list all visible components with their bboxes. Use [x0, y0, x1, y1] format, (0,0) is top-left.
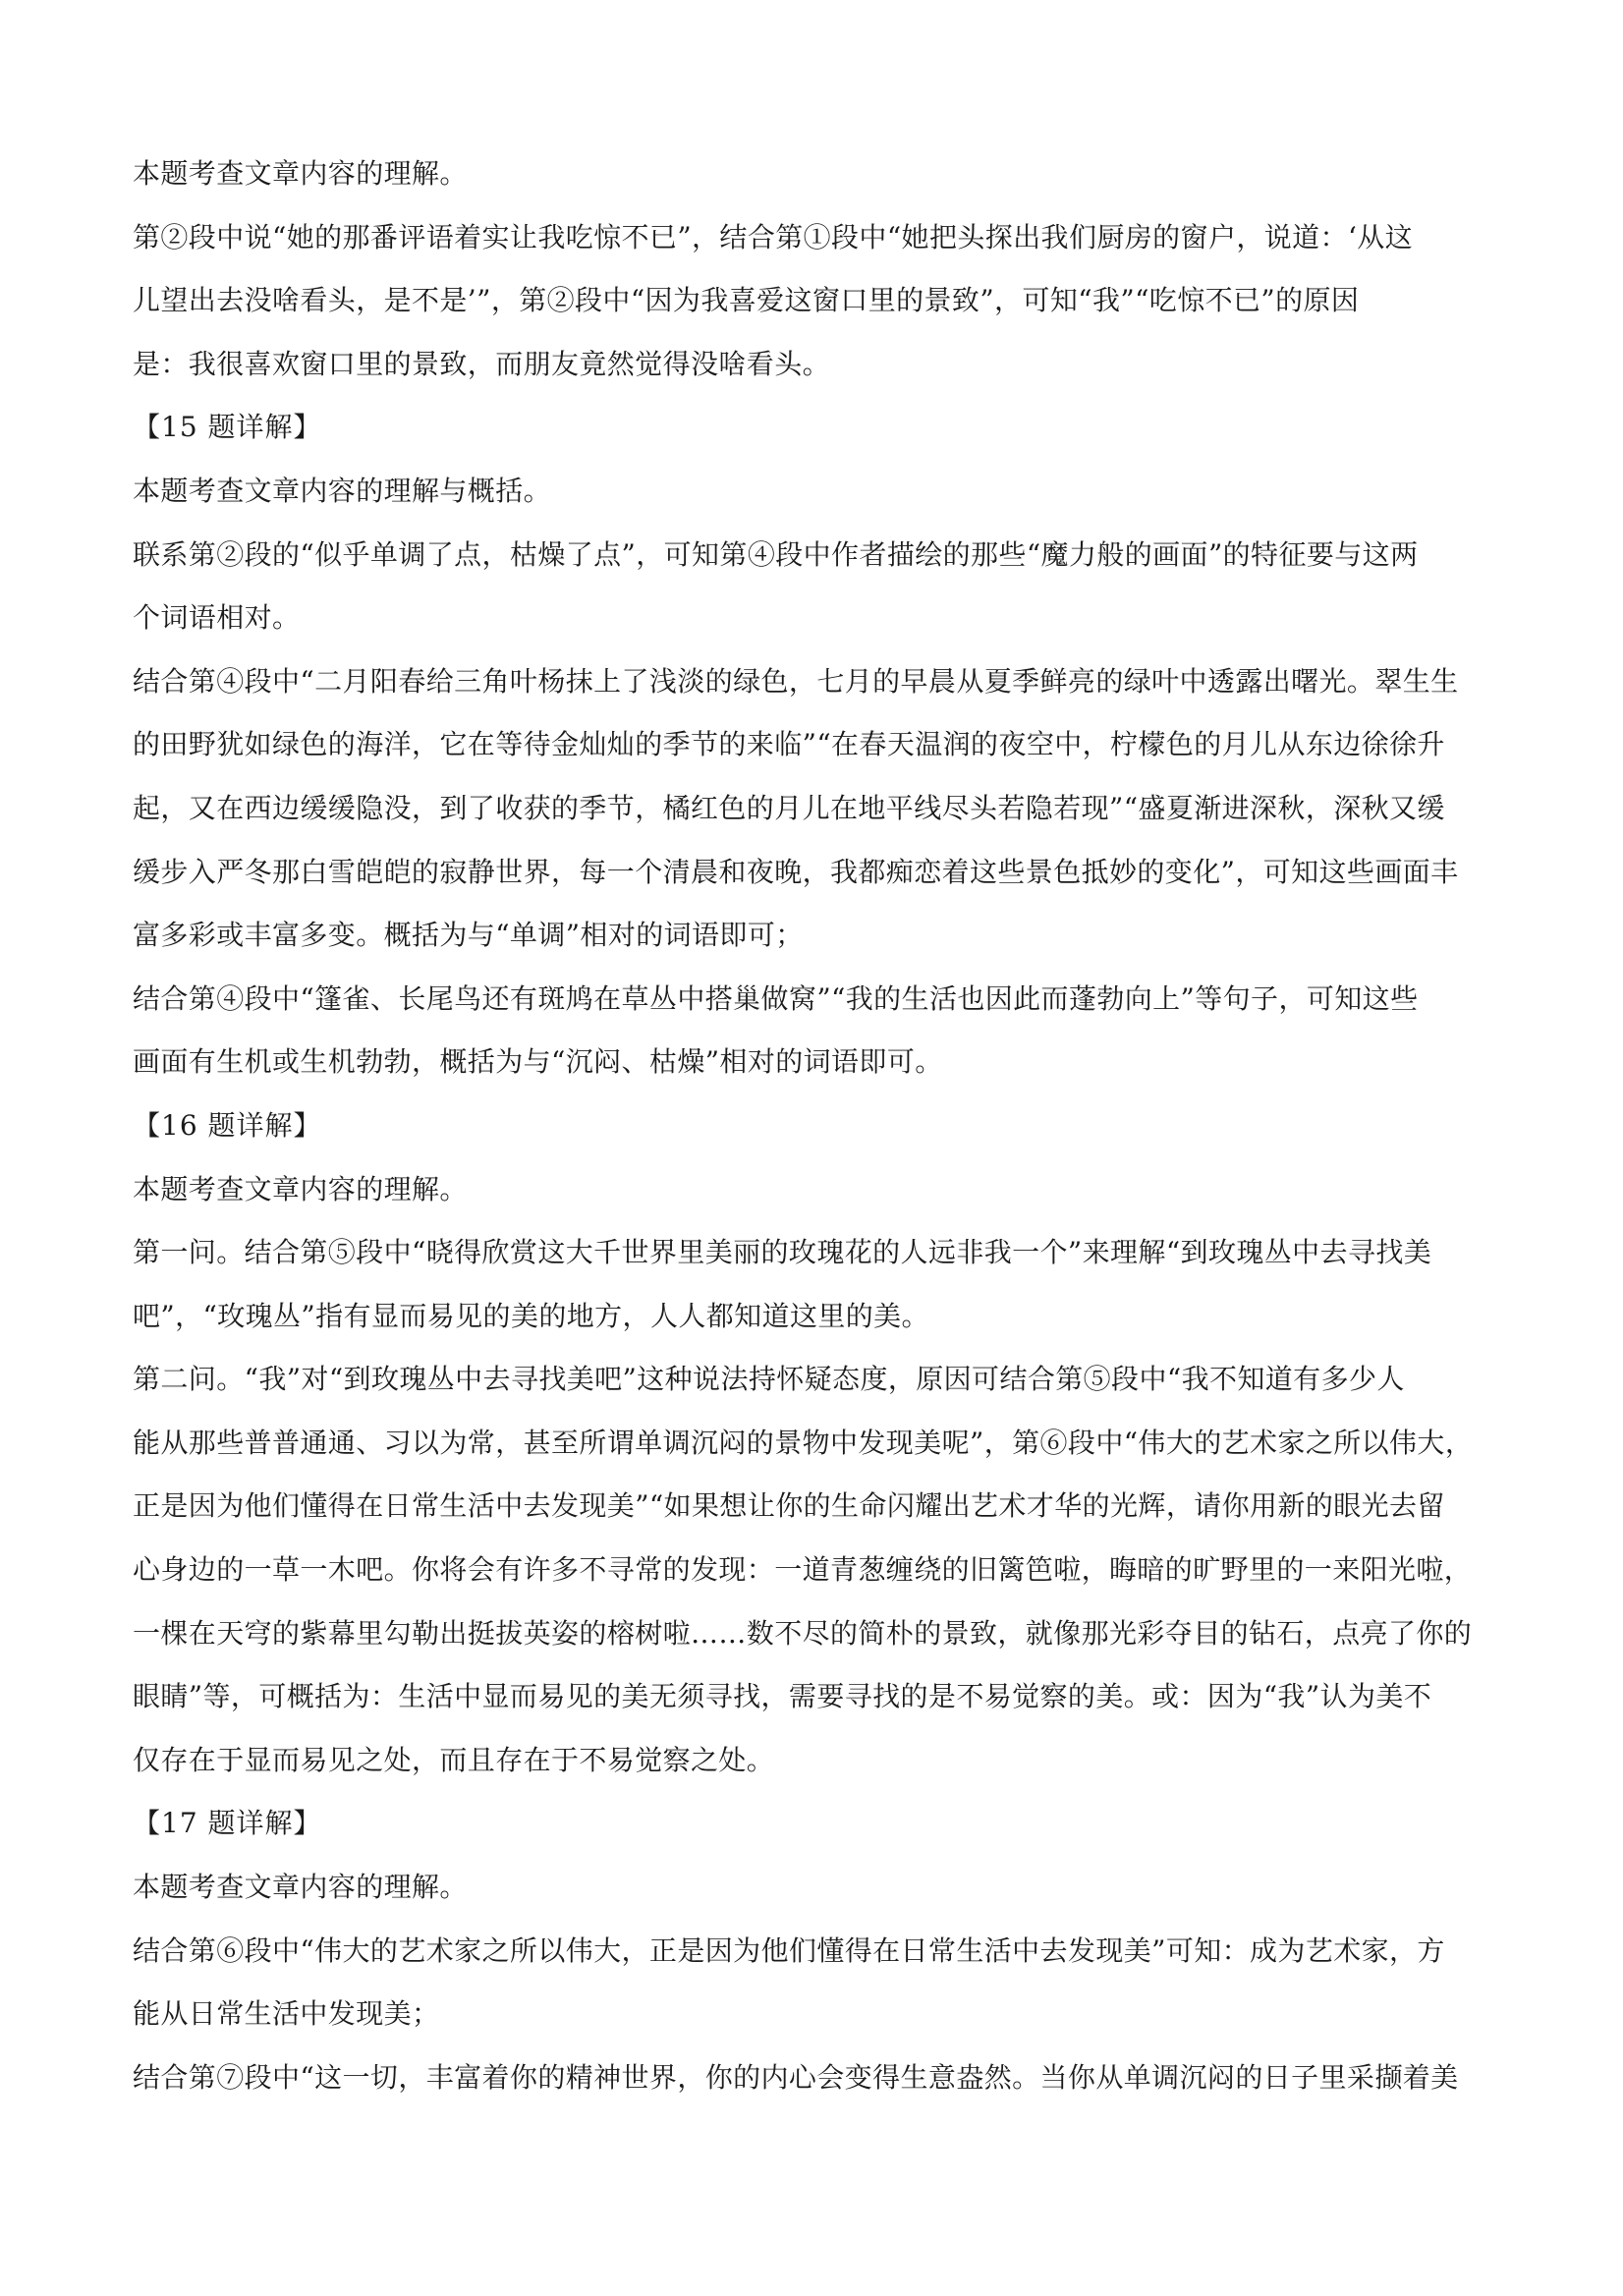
paragraph-line: 心身边的一草一木吧。你将会有许多不寻常的发现：一道青葱缠绕的旧篱笆啦，晦暗的旷野里的一来阳光啦，	[133, 1553, 1473, 1587]
paragraph	[133, 1920, 1508, 2046]
paragraph	[133, 524, 1508, 650]
paragraph-line: 起，又在西边缓缓隐没，到了收获的季节，橘红色的月儿在地平线尽头若隐若现”“盛夏渐进深秋，深秋又缓	[133, 791, 1445, 824]
paragraph-line: 结合第④段中“篷雀、长尾鸟还有斑鸠在草丛中搭巢做窝”“我的生活也因此而蓬勃向上”等句子，可知这些	[133, 981, 1419, 1015]
paragraph-line: 仅存在于显而易见之处，而且存在于不易觉察之处。	[133, 1743, 775, 1776]
paragraph-line: 能从日常生活中发现美；	[133, 1997, 440, 2031]
paragraph-line: 本题考查文章内容的理解。	[133, 1172, 468, 1205]
paragraph	[133, 2046, 1508, 2110]
paragraph	[133, 650, 1508, 968]
paragraph-line: 能从那些普普通通、习以为常，甚至所谓单调沉闷的景物中发现美呢”，第⑥段中“伟大的艺术家之所以伟大，	[133, 1426, 1474, 1459]
paragraph	[133, 1348, 1508, 1792]
paragraph-line: 结合第⑦段中“这一切，丰富着你的精神世界，你的内心会变得生意盎然。当你从单调沉闷的日子里采撷着美	[133, 2060, 1459, 2094]
paragraph-line: 吧”，“玫瑰丛”指有显而易见的美的地方，人人都知道这里的美。	[133, 1299, 929, 1332]
heading-text: 【17 题详解】	[133, 1807, 322, 1840]
paragraph	[133, 206, 1508, 397]
paragraph-line: 缓步入严冬那白雪皑皑的寂静世界，每一个清晨和夜晚，我都痴恋着这些景色抵妙的变化”，可知这些画面丰	[133, 855, 1459, 888]
paragraph-line: 结合第④段中“二月阳春给三角叶杨抹上了浅淡的绿色，七月的早晨从夏季鲜亮的绿叶中透露出曙光。翠生生	[133, 664, 1459, 698]
paragraph-line: 联系第②段的“似乎单调了点，枯燥了点”，可知第④段中作者描绘的那些“魔力般的画面”的特征要与这两	[133, 537, 1419, 571]
heading-text: 【16 题详解】	[133, 1108, 322, 1142]
paragraph-line: 本题考查文章内容的理解。	[133, 1871, 468, 1904]
heading-text: 【15 题详解】	[133, 411, 322, 444]
paragraph-line: 富多彩或丰富多变。概括为与“单调”相对的词语即可；	[133, 919, 804, 952]
paragraph-line: 儿望出去没啥看头，是不是’”，第②段中“因为我喜爱这窗口里的景致”，可知“我”“吃惊不已”的原因	[133, 284, 1360, 317]
paragraph-line: 本题考查文章内容的理解。	[133, 157, 468, 190]
paragraph	[133, 1856, 1508, 1920]
paragraph-line: 第一问。结合第⑤段中“晓得欣赏这大千世界里美丽的玫瑰花的人远非我一个”来理解“到玫瑰丛中去寻找美	[133, 1236, 1432, 1269]
paragraph-line: 正是因为他们懂得在日常生活中去发现美”“如果想让你的生命闪耀出艺术才华的光辉，请你用新的眼光去留	[133, 1489, 1445, 1523]
paragraph-line: 第②段中说“她的那番评语着实让我吃惊不已”，结合第①段中“她把头探出我们厨房的窗户，说道：‘从这	[133, 220, 1414, 253]
paragraph	[133, 142, 1508, 206]
paragraph-line: 个词语相对。	[133, 601, 301, 635]
paragraph	[133, 968, 1508, 1094]
paragraph	[133, 1158, 1508, 1222]
paragraph-line: 眼睛”等，可概括为：生活中显而易见的美无须寻找，需要寻找的是不易觉察的美。或：因为“我”认为美不	[133, 1680, 1432, 1713]
section-heading	[133, 396, 1508, 460]
section-heading	[133, 1094, 1508, 1158]
document-body	[133, 142, 1508, 2109]
paragraph	[133, 460, 1508, 524]
paragraph	[133, 1221, 1508, 1348]
paragraph-line: 一棵在天穹的紫幕里勾勒出挺拔英姿的榕树啦……数不尽的简朴的景致，就像那光彩夺目的钻石，点亮了你的	[133, 1616, 1473, 1650]
paragraph-line: 本题考查文章内容的理解与概括。	[133, 474, 552, 507]
paragraph-line: 结合第⑥段中“伟大的艺术家之所以伟大，正是因为他们懂得在日常生活中去发现美”可知：成为艺术家，方	[133, 1933, 1445, 1967]
section-heading	[133, 1792, 1508, 1856]
paragraph-line: 的田野犹如绿色的海洋，它在等待金灿灿的季节的来临”“在春天温润的夜空中，柠檬色的月儿从东边徐徐升	[133, 728, 1445, 761]
paragraph-line: 是：我很喜欢窗口里的景致，而朋友竟然觉得没啥看头。	[133, 347, 831, 380]
paragraph-line: 第二问。“我”对“到玫瑰丛中去寻找美吧”这种说法持怀疑态度，原因可结合第⑤段中“我不知道有多少人	[133, 1363, 1405, 1396]
paragraph-line: 画面有生机或生机勃勃，概括为与“沉闷、枯燥”相对的词语即可。	[133, 1045, 943, 1079]
